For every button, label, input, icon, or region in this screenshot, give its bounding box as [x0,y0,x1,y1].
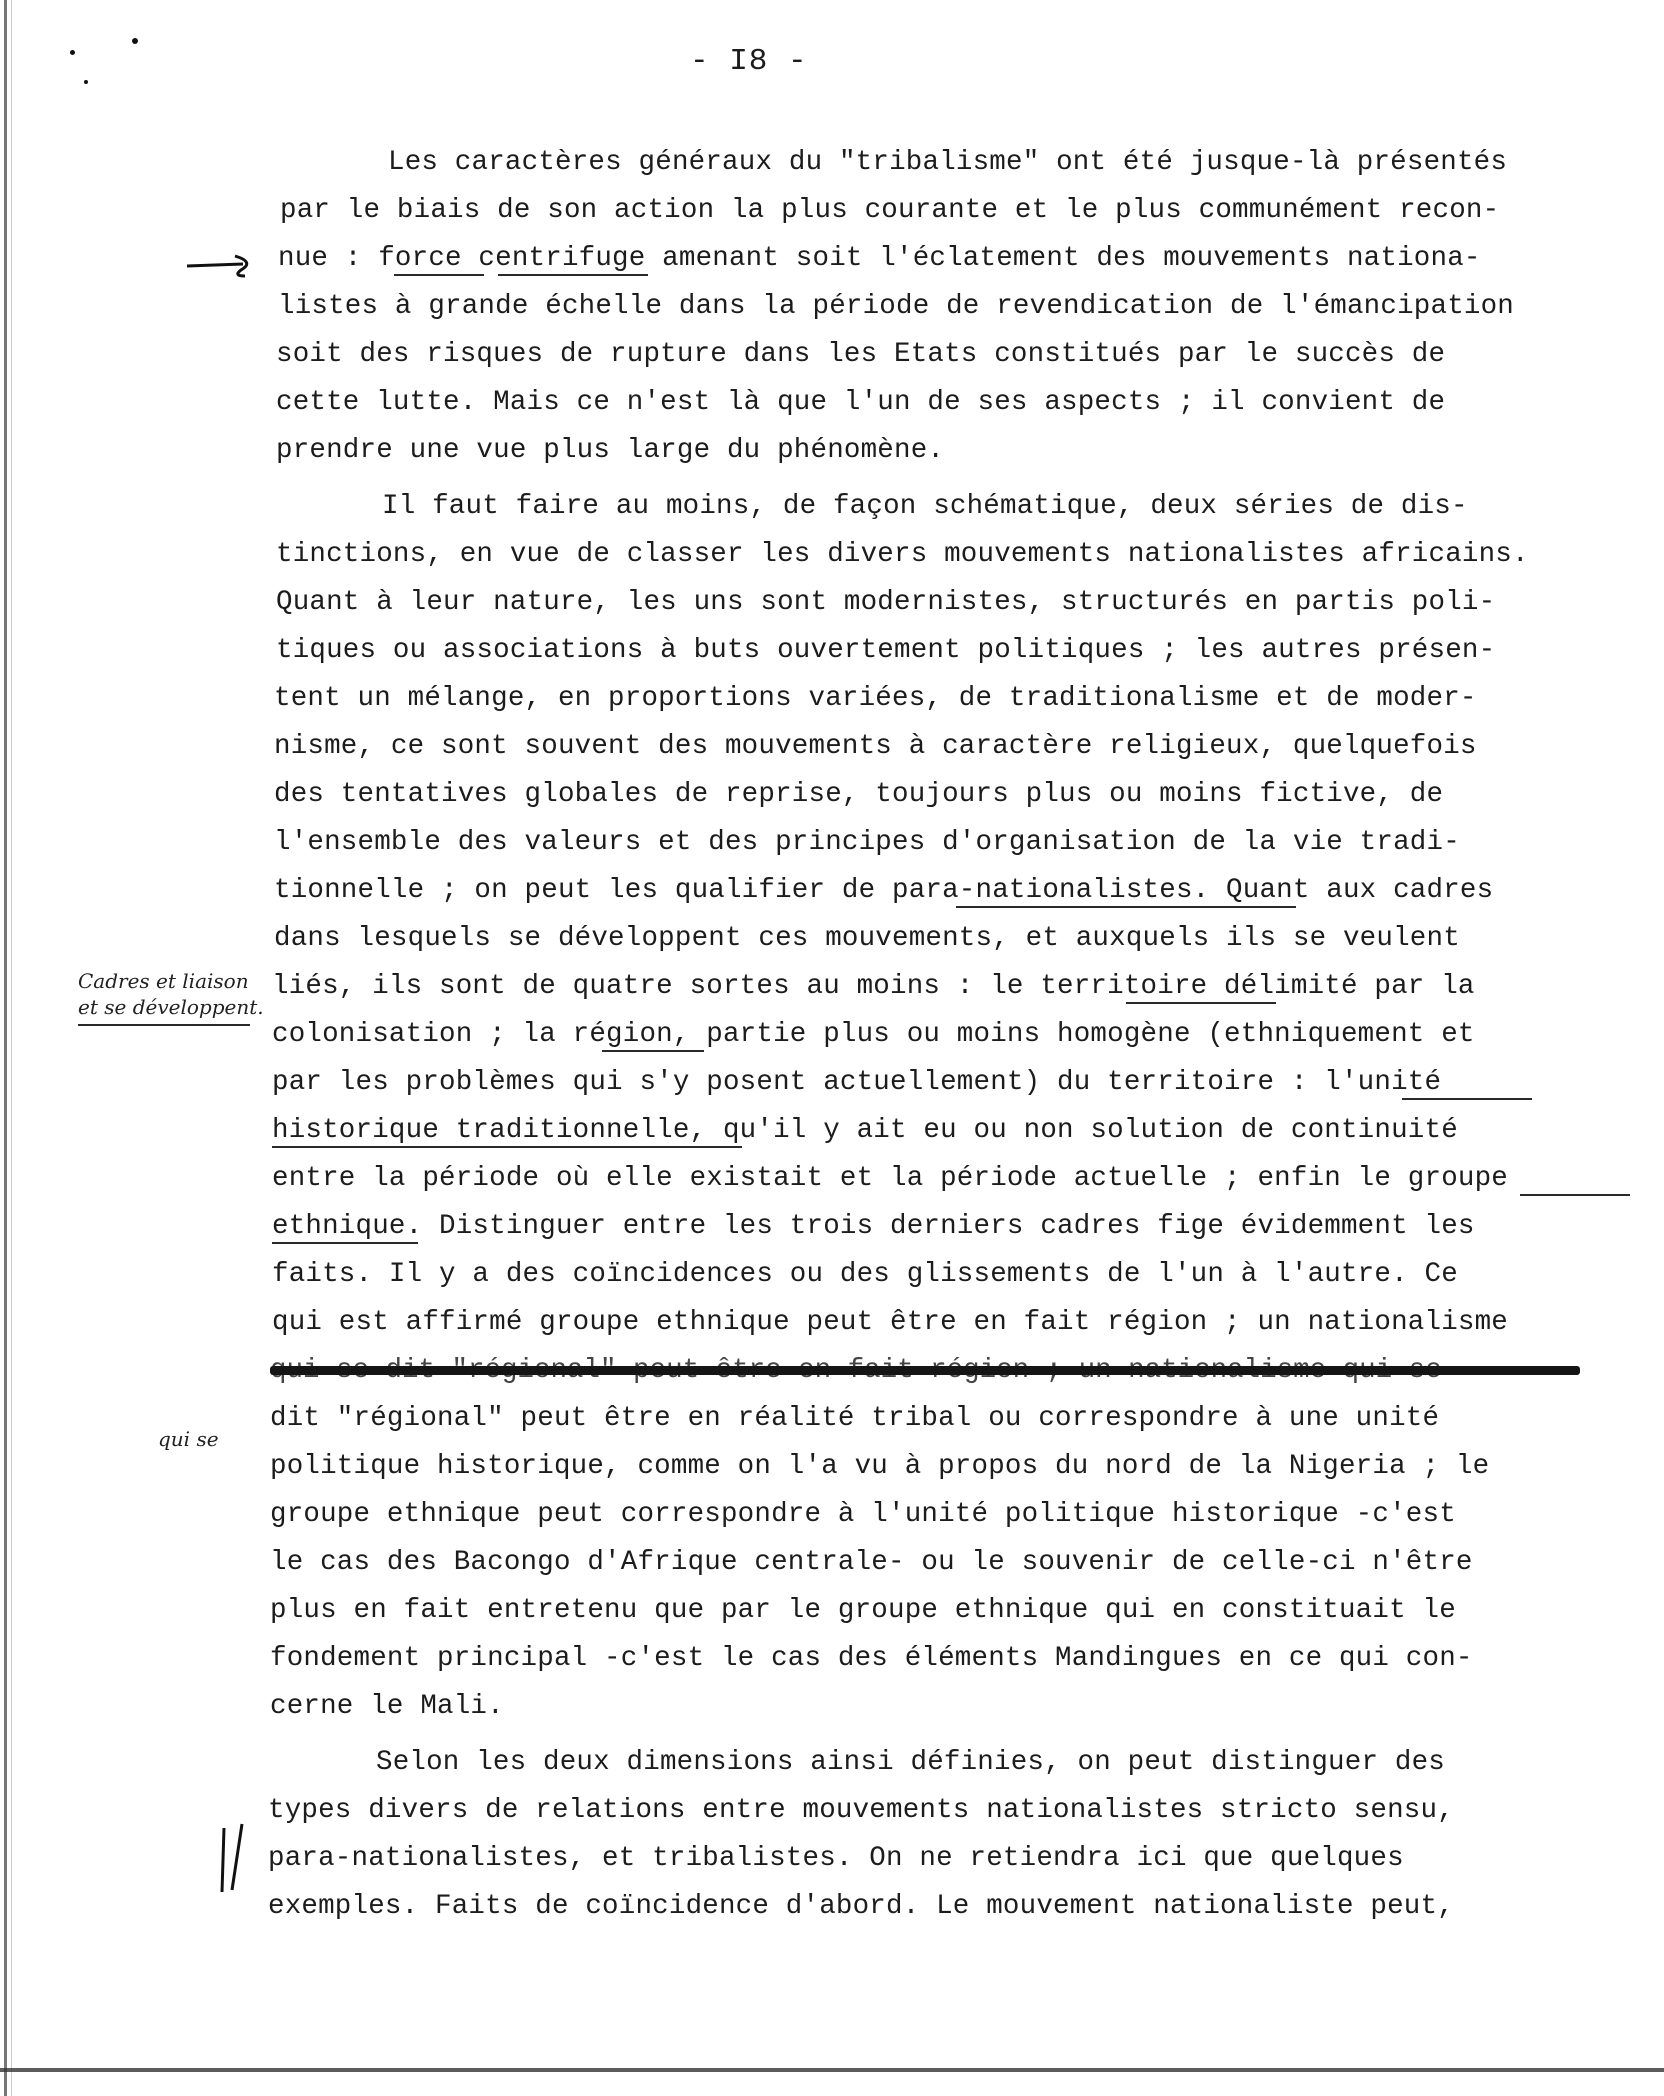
underline-centrifuge [498,274,648,276]
text-line: colonisation ; la région, partie plus ou moins homogène (ethniquement et [272,1019,1475,1050]
text-line: tinctions, en vue de classer les divers mouvements nationalistes africains. [276,539,1529,570]
page-edge-left-inner [11,0,12,2096]
text-line: types divers de relations entre mouvements nationalistes stricto sensu, [268,1795,1454,1826]
text-line: soit des risques de rupture dans les Etats constitués par le succès de [276,339,1446,370]
text-line: qui est affirmé groupe ethnique peut être en fait région ; un nationalisme [272,1307,1508,1338]
text-line: tent un mélange, en proportions variées, de traditionalisme et de moder- [274,683,1477,714]
ink-speck [70,50,75,55]
margin-note-line: Cadres et liaison [78,969,249,993]
text-line: par le biais de son action la plus courante et le plus communément recon- [280,195,1500,226]
text-line: tionnelle ; on peut les qualifier de para-nationalistes. Quant aux cadres [274,875,1494,906]
ink-speck [84,80,88,84]
text-line: Quant à leur nature, les uns sont modernistes, structurés en partis poli- [276,587,1496,618]
underline-para-nationalistes [956,906,1296,908]
text-line: tiques ou associations à buts ouvertement politiques ; les autres présen- [276,635,1496,666]
page-edge-bottom [0,2068,1664,2072]
ink-speck [132,38,138,44]
text-line: Les caractères généraux du "tribalisme" ont été jusque-là présentés [388,147,1508,178]
text-line: Il faut faire au moins, de façon schématique, deux séries de dis- [382,491,1468,522]
text-line: nue : force centrifuge amenant soit l'éclatement des mouvements nationa- [278,243,1481,274]
margin-note-line: et se développent. [78,995,264,1019]
underline-unite [1402,1098,1532,1100]
underline-force [394,274,484,276]
text-line: entre la période où elle existait et la période actuelle ; enfin le groupe [272,1163,1508,1194]
text-line: liés, ils sont de quatre sortes au moins : le territoire délimité par la [272,971,1475,1002]
text-line: le cas des Bacongo d'Afrique centrale- ou le souvenir de celle-ci n'être [270,1547,1473,1578]
page-edge-left [4,0,7,2096]
underline-region [602,1050,704,1052]
margin-note-qui: qui se [158,1427,219,1451]
text-line: nisme, ce sont souvent des mouvements à caractère religieux, quelquefois [274,731,1477,762]
text-line: cette lutte. Mais ce n'est là que l'un de ses aspects ; il convient de [276,387,1446,418]
text-line: dit "régional" peut être en réalité tribal ou correspondre à une unité [270,1403,1440,1434]
text-line: faits. Il y a des coïncidences ou des glissements de l'un à l'autre. Ce [272,1259,1458,1290]
margin-note-cadres [78,968,264,1020]
underline-historique-traditionnelle [272,1146,742,1148]
margin-arrow-icon [185,250,265,280]
text-line: par les problèmes qui s'y posent actuellement) du territoire : l'unité [272,1067,1442,1098]
text-line: ethnique. Distinguer entre les trois derniers cadres fige évidemment les [272,1211,1475,1242]
text-line: politique historique, comme on l'a vu à propos du nord de la Nigeria ; le [270,1451,1490,1482]
text-line: prendre une vue plus large du phénomène. [276,435,945,466]
page-number: - I8 - [690,44,808,79]
underline-groupe [1520,1194,1630,1196]
text-line: l'ensemble des valeurs et des principes d'organisation de la vie tradi- [274,827,1460,858]
text-line: exemples. Faits de coïncidence d'abord. Le mouvement nationaliste peut, [268,1891,1454,1922]
text-line: des tentatives globales de reprise, toujours plus ou moins fictive, de [274,779,1444,810]
underline-territoire [1126,1002,1276,1004]
text-line: listes à grande échelle dans la période de revendication de l'émancipation [278,291,1514,322]
margin-bracket-icon [214,1820,254,1900]
text-line: plus en fait entretenu que par le groupe ethnique qui en constituait le [270,1595,1456,1626]
text-line: para-nationalistes, et tribalistes. On ne retiendra ici que quelques [268,1843,1404,1874]
text-line: dans lesquels se développent ces mouvements, et auxquels ils se veulent [274,923,1460,954]
text-line: cerne le Mali. [270,1691,504,1722]
text-line: Selon les deux dimensions ainsi définies, on peut distinguer des [376,1747,1445,1778]
text-line: fondement principal -c'est le cas des éléments Mandingues en ce qui con- [270,1643,1473,1674]
margin-note-underline [78,1024,250,1026]
underline-ethnique [272,1242,418,1244]
text-line: groupe ethnique peut correspondre à l'unité politique historique -c'est [270,1499,1456,1530]
text-line: historique traditionnelle, qu'il y ait eu ou non solution de continuité [272,1115,1458,1146]
strike-through [270,1366,1580,1375]
